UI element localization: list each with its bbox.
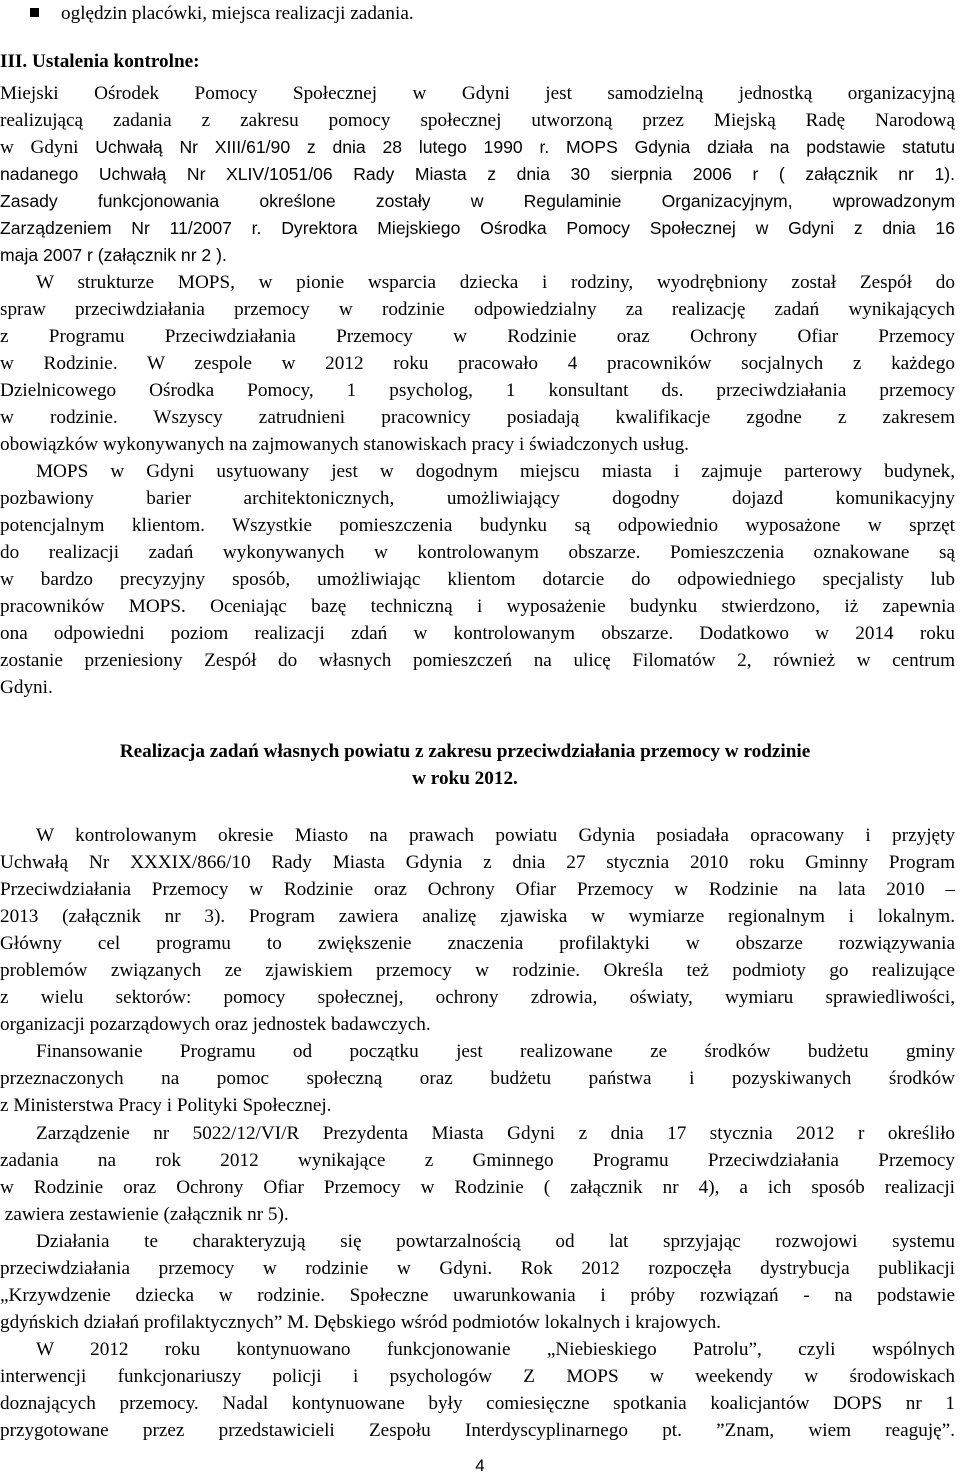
text-line: W 2012 roku kontynuowano funkcjonowanie „Niebieskiego Patrolu”, czyli wspólnych — [36, 1339, 955, 1360]
text-line: Dzielnicowego Ośrodka Pomocy, 1 psycholog, 1 konsultant ds. przeciwdziałania przemocy — [0, 380, 955, 401]
text-line: w Rodzinie oraz Ochrony Ofiar Przemocy w Rodzinie ( załącznik nr 4), a ich sposób realizacji — [0, 1177, 955, 1198]
text-line: interwencji funkcjonariuszy policji i psychologów Z MOPS w weekendy w środowiskach — [0, 1366, 955, 1387]
text-line: Zarządzenie nr 5022/12/VI/R Prezydenta Miasta Gdyni z dnia 17 stycznia 2012 r określiło — [36, 1123, 955, 1144]
text-line: maja 2007 r (załącznik nr 2 ). — [0, 245, 227, 265]
paragraph-statute — [0, 80, 955, 269]
text-line: gdyńskich działań profilaktycznych” M. Dębskiego wśród podmiotów lokalnych i krajowych. — [0, 1312, 721, 1333]
paragraph-team-structure — [0, 269, 955, 458]
text-line: organizacji pozarządowych oraz jednostek badawczych. — [0, 1014, 431, 1035]
bullet-text: oględzin placówki, miejsca realizacji zadania. — [61, 3, 414, 24]
title-line: Realizacja zadań własnych powiatu z zakresu przeciwdziałania przemocy w rodzinie — [119, 741, 811, 762]
text-line: w Gdyni Uchwałą Nr XIII/61/90 z dnia 28 lutego 1990 r. MOPS Gdynia działa na podstawie statutu — [0, 137, 956, 158]
bullet-item — [30, 0, 414, 27]
text-line: z Ministerstwa Pracy i Polityki Społecznej. — [0, 1095, 332, 1116]
text-line: Miejski Ośrodek Pomocy Społecznej w Gdyni jest samodzielną jednostką organizacyjną — [0, 83, 955, 104]
text-line: Finansowanie Programu od początku jest realizowane ze środków budżetu gminy — [36, 1041, 955, 1062]
text-line: doznających przemocy. Nadal kontynuowane były comiesięczne spotkania koalicjantów DOPS nr 1 — [0, 1393, 955, 1414]
text-line: W strukturze MOPS, w pionie wsparcia dziecka i rodziny, wyodrębniony został Zespół do — [36, 272, 955, 293]
title-line: w roku 2012. — [412, 768, 518, 789]
text-line: w bardzo precyzyjny sposób, umożliwiając klientom dotarcie do odpowiedniego specjalisty lub — [0, 569, 955, 590]
text-line: zostanie przeniesiony Zespół do własnych pomieszczeń na ulicę Filomatów 2, również w centrum — [0, 650, 955, 671]
text-line: przeciwdziałania przemocy w rodzinie w Gdyni. Rok 2012 rozpoczęła dystrybucja publikacji — [0, 1258, 955, 1279]
text-line: W kontrolowanym okresie Miasto na prawach powiatu Gdynia posiadała opracowany i przyjęty — [36, 825, 955, 846]
text-line: ona odpowiedni poziom realizacji zdań w kontrolowanym obszarze. Dodatkowo w 2014 roku — [0, 623, 955, 644]
text-line: pozbawiony barier architektonicznych, umożliwiający dogodny dojazd komunikacyjny — [0, 488, 955, 509]
text-line: Główny cel programu to zwiększenie znaczenia profilaktyki w obszarze rozwiązywania — [0, 933, 955, 954]
paragraph-blue-patrol — [0, 1336, 955, 1444]
text-line: MOPS w Gdyni usytuowany jest w dogodnym miejscu miasta i zajmuje parterowy budynek, — [36, 461, 955, 482]
text-line: nadanego Uchwałą Nr XLIV/1051/06 Rady Miasta z dnia 30 sierpnia 2006 r ( załącznik nr 1). — [0, 164, 955, 184]
text-line: z Programu Przeciwdziałania Przemocy w Rodzinie oraz Ochrony Ofiar Przemocy — [0, 326, 955, 347]
text-line: realizującą zadania z zakresu pomocy społecznej utworzoną przez Miejską Radę Narodową — [0, 110, 955, 131]
text-line: zadania na rok 2012 wynikające z Gminnego Programu Przeciwdziałania Przemocy — [0, 1150, 955, 1171]
text-line: z wielu sektorów: pomocy społecznej, ochrony zdrowia, oświaty, wymiaru sprawiedliwości, — [0, 987, 955, 1008]
text-line: spraw przeciwdziałania przemocy w rodzinie odpowiedzialny za realizację zadań wynikających — [0, 299, 955, 320]
section-heading: III. Ustalenia kontrolne: — [0, 51, 200, 72]
text-line: Przeciwdziałania Przemocy w Rodzinie oraz Ochrony Ofiar Przemocy w Rodzinie na lata 2010 – — [0, 879, 955, 900]
text-line: problemów związanych ze zjawiskiem przemocy w rodzinie. Określa też podmioty go realizujące — [0, 960, 955, 981]
paragraph-building — [0, 458, 955, 701]
text-line: potencjalnym klientom. Wszystkie pomieszczenia budynku są odpowiednio wyposażone w sprzęt — [0, 515, 955, 536]
paragraph-activities — [0, 1228, 955, 1336]
text-line: Zarządzeniem Nr 11/2007 r. Dyrektora Miejskiego Ośrodka Pomocy Społecznej w Gdyni z dnia 16 — [0, 218, 955, 238]
section-title — [0, 738, 960, 792]
text-line: Zasady funkcjonowania określone zostały w Regulaminie Organizacyjnym, wprowadzonym — [0, 191, 955, 211]
text-line: pracowników MOPS. Oceniając bazę techniczną i wyposażenie budynku stwierdzono, iż zapewnia — [0, 596, 955, 617]
text-line: przeznaczonych na pomoc społeczną oraz budżetu państwa i pozyskiwanych środków — [0, 1068, 955, 1089]
text-line: obowiązków wykonywanych na zajmowanych stanowiskach pracy i świadczonych usług. — [0, 434, 689, 455]
page-number: 4 — [475, 1456, 485, 1475]
text-line: w Rodzinie. W zespole w 2012 roku pracowało 4 pracowników socjalnych z każdego — [0, 353, 955, 374]
text-line: w rodzinie. Wszyscy zatrudnieni pracownicy posiadają kwalifikacje zgodne z zakresem — [0, 407, 955, 428]
text-line: Działania te charakteryzują się powtarzalnością od lat sprzyjając rozwojowi systemu — [36, 1231, 955, 1252]
text-line: do realizacji zadań wykonywanych w kontrolowanym obszarze. Pomieszczenia oznakowane są — [0, 542, 955, 563]
paragraph-ordinance — [0, 1120, 955, 1228]
text-line: przygotowane przez przedstawicieli Zespołu Interdyscyplinarnego pt. ”Znam, wiem reaguję”. — [0, 1420, 955, 1441]
text-line: zawiera zestawienie (załącznik nr 5). — [0, 1204, 289, 1225]
text-line: Uchwałą Nr XXXIX/866/10 Rady Miasta Gdynia z dnia 27 stycznia 2010 roku Gminny Program — [0, 852, 955, 873]
paragraph-program — [0, 822, 955, 1038]
text-line: Gdyni. — [0, 677, 53, 698]
square-bullet-icon — [30, 8, 39, 17]
text-line: „Krzywdzenie dziecka w rodzinie. Społeczne uwarunkowania i próby rozwiązań - na podstawie — [0, 1285, 955, 1306]
paragraph-financing — [0, 1038, 955, 1119]
text-line: 2013 (załącznik nr 3). Program zawiera analizę zjawiska w wymiarze regionalnym i lokalnym. — [0, 906, 955, 927]
